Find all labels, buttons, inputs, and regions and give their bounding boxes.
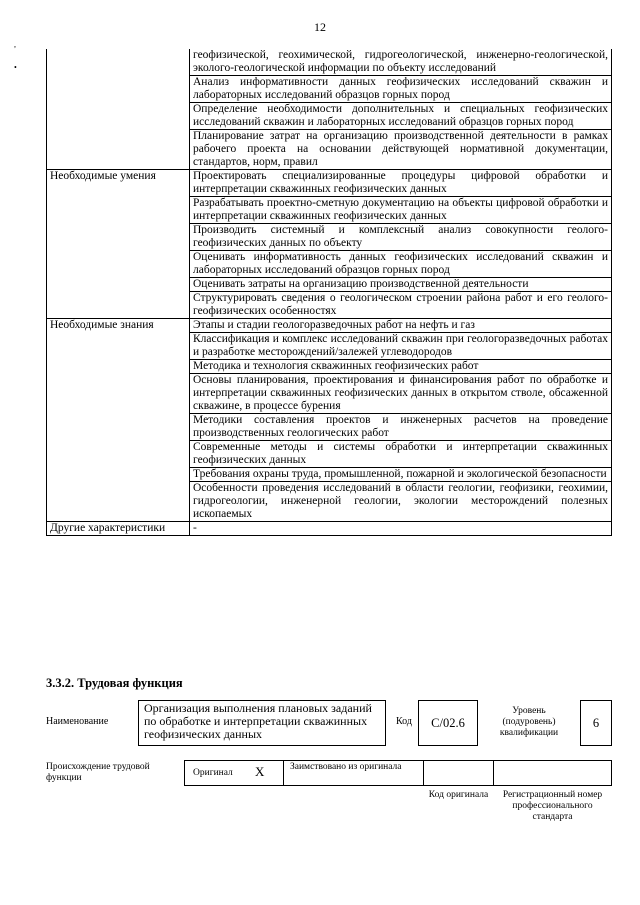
row-text: Классификация и комплекс исследований скважин при геологоразведочных работах и разработке месторождений/залежей углеводородов: [190, 333, 612, 360]
borrowed-label: Заимствовано из оригинала: [290, 762, 402, 772]
page-number: 12: [314, 20, 326, 34]
reg-number-cell: [493, 760, 612, 786]
code-box: [418, 700, 478, 746]
row-text: геофизической, геохимической, гидрогеологической, инженерно-геологической, эколого-геологической информации по объекту исследований: [190, 49, 612, 76]
row-label: Необходимые умения: [47, 170, 190, 319]
row-text: Особенности проведения исследований в области геологии, геофизики, геохимии, гидрогеологии, инженерной геологии, экологии месторождений полезных ископаемых: [190, 482, 612, 522]
row-label: Другие характеристики: [47, 522, 190, 536]
table-row: [47, 522, 612, 536]
row-text: Оценивать затраты на организацию производственной деятельности: [190, 278, 612, 292]
row-text: Оценивать информативность данных геофизических исследований скважин и лабораторных исследований образцов горных пород: [190, 251, 612, 278]
row-text: Производить системный и комплексный анализ совокупности геолого-геофизических данных по объекту: [190, 224, 612, 251]
original-label: Оригинал: [193, 768, 233, 778]
level-label: Уровень (подуровень) квалификации: [499, 706, 559, 738]
original-mark: X: [255, 764, 265, 779]
row-text: Определение необходимости дополнительных и специальных геофизических исследований скважин и лабораторных исследований образцов горных пород: [190, 103, 612, 130]
reg-number-caption: Регистрационный номер профессионального стандарта: [502, 790, 603, 822]
row-text: Методики составления проектов и инженерных расчетов на проведение производственных геологических работ: [190, 414, 612, 441]
row-label: [47, 49, 190, 170]
row-text: Этапы и стадии геологоразведочных работ на нефть и газ: [190, 319, 612, 333]
function-code: C/02.6: [431, 715, 465, 730]
row-text: Структурировать сведения о геологическом строении района работ и его геолого-геофизических особенностях: [190, 292, 612, 319]
function-name: Организация выполнения плановых заданий по обработке и интерпретации скважинных геофизических данных: [144, 701, 372, 741]
row-label: Необходимые знания: [47, 319, 190, 522]
original-code-cell: [423, 760, 494, 786]
section-title: 3.3.2. Трудовая функция: [46, 676, 183, 690]
requirements-table: [46, 49, 612, 536]
table-row: [47, 170, 612, 197]
row-text: Проектировать специализированные процедуры цифровой обработки и интерпретации скважинных геофизических данных: [190, 170, 612, 197]
row-text: Планирование затрат на организацию производственной деятельности в рамках рабочего проекта на основании действующей нормативной документации, стандартов, норм, правил: [190, 130, 612, 170]
row-text: Требования охраны труда, промышленной, пожарной и экологической безопасности: [190, 468, 612, 482]
row-text: Основы планирования, проектирования и финансирования работ по обработке и интерпретации скважинных геофизических данных в открытом стволе, обсаженной скважине, в процессе бурения: [190, 374, 612, 414]
borrowed-cell: [283, 760, 424, 786]
qualification-level: 6: [592, 715, 600, 730]
origin-label: Происхождение трудовой функции: [46, 762, 150, 783]
margin-mark: ,: [14, 40, 16, 49]
row-text: Анализ информативности данных геофизических исследований скважин и лабораторных исследований образцов горных пород: [190, 76, 612, 103]
row-text: -: [190, 522, 612, 536]
row-text: Разрабатывать проектно-сметную документацию на объекты цифровой обработки и интерпретации скважинных геофизических данных: [190, 197, 612, 224]
table-row: [47, 49, 612, 76]
name-label: Наименование: [46, 716, 109, 727]
original-code-caption: Код оригинала: [428, 790, 489, 800]
row-text: Современные методы и системы обработки и интерпретации скважинных геофизических данных: [190, 441, 612, 468]
margin-mark: •: [14, 63, 17, 72]
code-label: Код: [396, 716, 412, 727]
function-name-box: [138, 700, 386, 746]
level-box: [580, 700, 612, 746]
table-row: [47, 319, 612, 333]
original-cell: [184, 760, 284, 786]
row-text: Методика и технология скважинных геофизических работ: [190, 360, 612, 374]
